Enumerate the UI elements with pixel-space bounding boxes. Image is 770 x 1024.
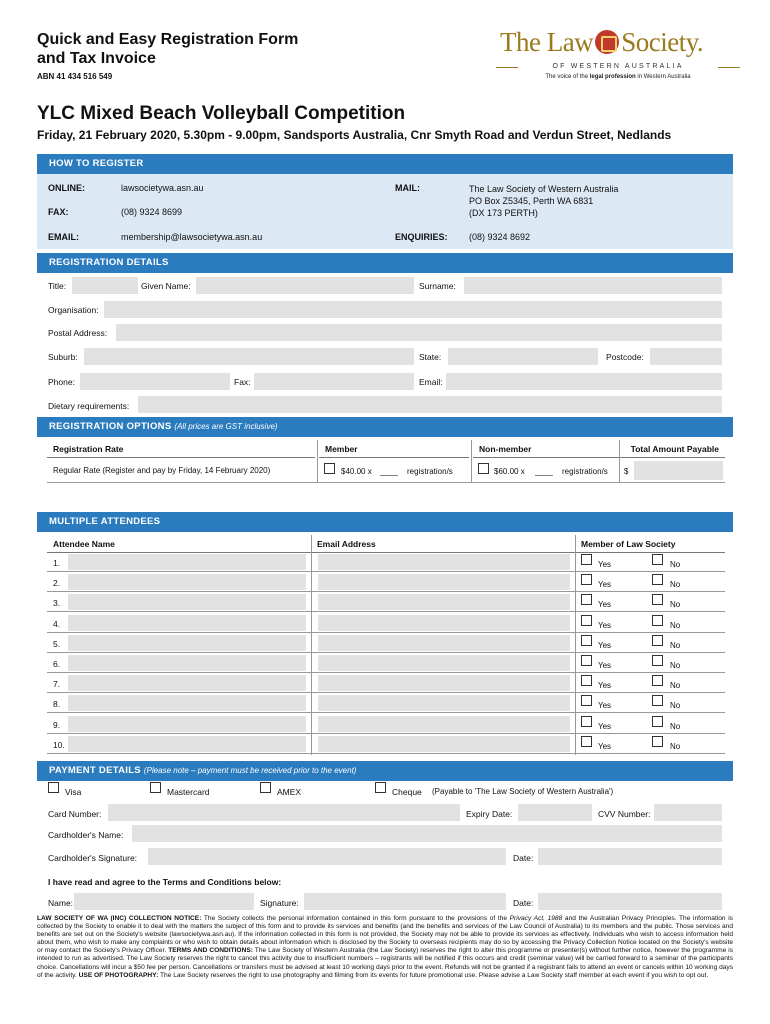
attendee-name-field[interactable]	[68, 716, 306, 732]
member-no-label: No	[670, 742, 681, 751]
agree-name-field[interactable]	[74, 893, 254, 910]
member-yes-checkbox[interactable]	[581, 554, 592, 565]
member-yes-label: Yes	[598, 661, 612, 670]
member-yes-label: Yes	[598, 722, 612, 731]
table-row-divider	[47, 591, 725, 592]
attendee-email-field[interactable]	[318, 675, 570, 691]
cardholder-name-field[interactable]	[132, 825, 722, 842]
organisation-field[interactable]	[104, 301, 722, 318]
nonmember-rate-checkbox[interactable]	[478, 463, 489, 474]
how-to-register-heading: HOW TO REGISTER	[37, 154, 733, 174]
title-field[interactable]	[72, 277, 138, 294]
member-no-checkbox[interactable]	[652, 554, 663, 565]
payment-details-heading: PAYMENT DETAILS (Please note – payment must be received prior to the event)	[37, 761, 733, 781]
member-no-checkbox[interactable]	[652, 594, 663, 605]
given-name-field[interactable]	[196, 277, 414, 294]
email-field[interactable]	[446, 373, 722, 390]
member-yes-label: Yes	[598, 742, 612, 751]
abn: ABN 41 434 516 549	[37, 72, 113, 81]
crest-icon	[595, 30, 619, 54]
member-no-checkbox[interactable]	[652, 716, 663, 727]
attendee-email-field[interactable]	[318, 554, 570, 570]
table-row-divider	[47, 672, 725, 673]
member-no-checkbox[interactable]	[652, 574, 663, 585]
member-no-checkbox[interactable]	[652, 675, 663, 686]
legal-notice: LAW SOCIETY OF WA (INC) COLLECTION NOTICE: The Society collects the personal information contained in this form pursuant to the provisions of the Privacy Act, 1988 and the Australian Privacy Principles. The information is collected by the Society to enable it to deal with the matters the subject of this form and to provide its services and benefits (and the benefits and services of the Law Council of Australia) to its members and the public. Those services and benefits are set out on the Society's website (lawsocietywa.asn.au). If the information collected in this form is not provided, the Society may not be able to provide its services as effectively. Individuals who wish to access information held about them, who wish to make any complaints or who wish to obtain details about information which is disclosed by the Society to overseas recipients may do so by accessing the Privacy Collection Notice located on the Society's website or may contact the Society's Privacy Officer. TERMS AND CONDITIONS: The Law Society of Western Australia (the Law Society) reserves the right to alter this programme or presenter(s) without further notice, however the programme is intended to run as advertised. The Law Society reserves the right to cancel this activity due to insufficient numbers – registrants will be notified if this occurs and credit (seminar value) will be carried forward to a seminar of the participants choice. Cancellations will incur a $50 fee per person. Cancellations or transfers must be advised at least 10 working days prior to the event. Refunds will not be granted if a registrant fails to attend an event or cancels within 10 working days of the activity. USE OF PHOTOGRAPHY: The Law Society reserves the right to use photography and filming from its events for future promotional use. Please advise a Law Society staff member at each event if you wish to opt out.	[37, 915, 734, 979]
state-field[interactable]	[448, 348, 598, 365]
attendee-name-field[interactable]	[68, 635, 306, 651]
attendee-name-field[interactable]	[68, 615, 306, 631]
member-no-label: No	[670, 580, 681, 589]
surname-field[interactable]	[464, 277, 722, 294]
attendee-row-number: 5.	[53, 639, 61, 649]
phone-field[interactable]	[80, 373, 230, 390]
attendee-row-number: 2.	[53, 578, 61, 588]
multiple-attendees-heading: MULTIPLE ATTENDEES	[37, 512, 733, 532]
attendee-email-field[interactable]	[318, 594, 570, 610]
attendee-row-number: 4.	[53, 619, 61, 629]
form-title: Quick and Easy Registration Form and Tax Invoice	[37, 31, 299, 67]
attendee-email-field[interactable]	[318, 574, 570, 590]
member-no-label: No	[670, 621, 681, 630]
cardholder-signature-field[interactable]	[148, 848, 506, 865]
table-row-divider	[47, 712, 725, 713]
member-yes-label: Yes	[598, 621, 612, 630]
attendee-email-field[interactable]	[318, 736, 570, 752]
attendee-row-number: 10.	[53, 740, 65, 750]
postcode-field[interactable]	[650, 348, 722, 365]
member-no-checkbox[interactable]	[652, 655, 663, 666]
attendee-name-field[interactable]	[68, 574, 306, 590]
member-yes-checkbox[interactable]	[581, 736, 592, 747]
attendee-name-field[interactable]	[68, 695, 306, 711]
member-yes-checkbox[interactable]	[581, 655, 592, 666]
attendee-row-number: 1.	[53, 558, 61, 568]
attendee-row-number: 3.	[53, 598, 61, 608]
attendee-name-field[interactable]	[68, 594, 306, 610]
member-no-label: No	[670, 560, 681, 569]
table-row-divider	[47, 733, 725, 734]
attendee-row-number: 9.	[53, 720, 61, 730]
member-yes-checkbox[interactable]	[581, 675, 592, 686]
agree-signature-field[interactable]	[304, 893, 506, 910]
attendee-row-number: 8.	[53, 699, 61, 709]
attendee-row-number: 6.	[53, 659, 61, 669]
member-yes-label: Yes	[598, 681, 612, 690]
law-society-logo: The Law Society. OF WESTERN AUSTRALIA The voice of the legal profession in Western Australia	[500, 27, 736, 83]
cheque-checkbox[interactable]	[375, 782, 386, 793]
table-row-divider	[47, 652, 725, 653]
member-no-checkbox[interactable]	[652, 736, 663, 747]
attendee-email-field[interactable]	[318, 655, 570, 671]
member-yes-checkbox[interactable]	[581, 594, 592, 605]
attendee-name-field[interactable]	[68, 675, 306, 691]
member-yes-label: Yes	[598, 580, 612, 589]
member-yes-label: Yes	[598, 641, 612, 650]
attendee-email-field[interactable]	[318, 716, 570, 732]
attendee-name-field[interactable]	[68, 736, 306, 752]
how-to-register-box: ONLINE: lawsocietywa.asn.au FAX: (08) 9324 8699 EMAIL: membership@lawsocietywa.asn.au MAIL: The Law Society of Western Australia PO Box Z5345, Perth WA 6831 (DX 173 PERTH) ENQUIRIES: (08) 9324 8692	[37, 174, 733, 249]
attendee-email-field[interactable]	[318, 615, 570, 631]
member-no-label: No	[670, 641, 681, 650]
mastercard-checkbox[interactable]	[150, 782, 161, 793]
dietary-field[interactable]	[138, 396, 722, 413]
table-row-divider	[47, 611, 725, 612]
attendee-email-field[interactable]	[318, 635, 570, 651]
payment-date-field[interactable]	[538, 848, 722, 865]
member-yes-checkbox[interactable]	[581, 635, 592, 646]
table-row-divider	[47, 753, 725, 754]
member-no-label: No	[670, 661, 681, 670]
member-no-label: No	[670, 701, 681, 710]
attendee-name-field[interactable]	[68, 655, 306, 671]
email-link[interactable]: membership@lawsocietywa.asn.au	[121, 232, 263, 242]
event-title: YLC Mixed Beach Volleyball Competition	[37, 103, 406, 124]
postal-address-field[interactable]	[116, 324, 722, 341]
member-yes-label: Yes	[598, 600, 612, 609]
card-number-field[interactable]	[108, 804, 460, 821]
online-link[interactable]: lawsocietywa.asn.au	[121, 183, 204, 193]
attendee-row-number: 7.	[53, 679, 61, 689]
agree-date-field[interactable]	[538, 893, 722, 910]
member-yes-checkbox[interactable]	[581, 716, 592, 727]
registration-options-heading: REGISTRATION OPTIONS (All prices are GST inclusive)	[37, 417, 733, 437]
attendee-name-field[interactable]	[68, 554, 306, 570]
table-row-divider	[47, 692, 725, 693]
suburb-field[interactable]	[84, 348, 414, 365]
member-no-checkbox[interactable]	[652, 695, 663, 706]
member-no-checkbox[interactable]	[652, 615, 663, 626]
table-row-divider	[47, 632, 725, 633]
member-no-label: No	[670, 681, 681, 690]
registration-details-heading: REGISTRATION DETAILS	[37, 253, 733, 273]
expiry-date-field[interactable]	[518, 804, 592, 821]
member-no-label: No	[670, 600, 681, 609]
cvv-field[interactable]	[654, 804, 722, 821]
member-yes-checkbox[interactable]	[581, 574, 592, 585]
event-details: Friday, 21 February 2020, 5.30pm - 9.00pm, Sandsports Australia, Cnr Smyth Road and Verdun Street, Nedlands	[37, 128, 672, 142]
visa-checkbox[interactable]	[48, 782, 59, 793]
member-yes-label: Yes	[598, 701, 612, 710]
fax-field[interactable]	[254, 373, 414, 390]
member-no-checkbox[interactable]	[652, 635, 663, 646]
member-yes-checkbox[interactable]	[581, 615, 592, 626]
amex-checkbox[interactable]	[260, 782, 271, 793]
total-amount-field[interactable]	[634, 461, 723, 480]
attendee-email-field[interactable]	[318, 695, 570, 711]
member-yes-checkbox[interactable]	[581, 695, 592, 706]
member-yes-label: Yes	[598, 560, 612, 569]
table-row-divider	[47, 571, 725, 572]
member-no-label: No	[670, 722, 681, 731]
member-rate-checkbox[interactable]	[324, 463, 335, 474]
